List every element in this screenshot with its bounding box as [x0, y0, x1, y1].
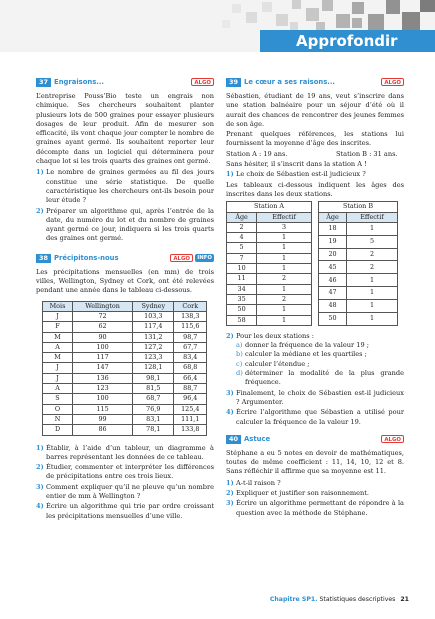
question-text: Le nombre de graines germées au fil des jours constitue une série statistique. De quelle caractéristique les chercheurs ont-ils besoin pour leur étude ?: [46, 168, 214, 205]
question-item: [36, 444, 214, 463]
table-row: [319, 287, 398, 300]
table-cell: 81,5: [133, 384, 174, 394]
table-cell: 78,1: [133, 425, 174, 435]
table-cell: 1: [257, 253, 312, 263]
table-cell: 127,2: [133, 342, 174, 352]
table-cell: 1: [347, 312, 398, 325]
table-cell: 128,1: [133, 363, 174, 373]
question-item: [36, 463, 214, 482]
question-item: [36, 168, 214, 205]
info-badge: INFO: [197, 254, 212, 261]
question-item: [226, 389, 404, 408]
exercise-38-text: Les précipitations mensuelles (en mm) de trois villes, Wellington, Sydney et Cork, ont été relevées pendant une année dans le tableau ci-dessous.: [36, 267, 214, 295]
station-a-body: [227, 222, 312, 325]
sub-question-text: calculer l’étendue ;: [245, 359, 310, 368]
table-cell: 68,7: [133, 394, 174, 404]
table-cell: 1: [257, 284, 312, 294]
table-cell: D: [43, 425, 73, 435]
table-cell: A: [43, 384, 73, 394]
table-cell: 66,4: [174, 373, 207, 383]
question-number: 2): [226, 331, 234, 340]
table-caption: Station B: [319, 202, 398, 212]
table-cell: 1: [347, 300, 398, 313]
question-item: [226, 332, 404, 341]
question-text: Écrire un algorithme permettant de répondre à la question avec la méthode de Stéphane.: [236, 499, 404, 517]
table-row: [43, 322, 207, 332]
table-cell: 117,4: [133, 322, 174, 332]
table-cell: 98,1: [133, 373, 174, 383]
table-row: [227, 284, 312, 294]
table-header-cell: Wellington: [73, 301, 133, 311]
question-number: 1): [36, 443, 44, 452]
sub-question-letter: a): [236, 341, 243, 350]
table-row: [319, 312, 398, 325]
page-number: 21: [400, 596, 409, 603]
table-cell: 46: [319, 274, 347, 287]
table-caption: Station A: [227, 202, 312, 212]
table-row: [227, 274, 312, 284]
exercise-39-text: Sans hésiter, il s’inscrit dans la station A !: [226, 160, 367, 169]
exercise-39-heading: [226, 78, 404, 89]
question-number: 3): [226, 499, 234, 508]
table-header-cell: Cork: [174, 301, 207, 311]
table-row: [319, 222, 398, 235]
table-cell: 72: [73, 311, 133, 321]
table-header-cell: Sydney: [133, 301, 174, 311]
table-header-cell: Âge: [319, 212, 347, 222]
table-cell: 103,3: [133, 311, 174, 321]
section-title: Approfondir: [260, 30, 435, 52]
question-text: Écrire un algorithme qui trie par ordre croissant les précipitations mensuelles d’une ville.: [46, 502, 214, 520]
exercise-38-heading: [36, 254, 214, 265]
table-cell: 83,4: [174, 353, 207, 363]
table-row: [319, 300, 398, 313]
station-a-average: Station A : 19 ans.: [226, 149, 288, 158]
table-cell: J: [43, 311, 73, 321]
table-cell: 35: [227, 294, 257, 304]
table-cell: 133,8: [174, 425, 207, 435]
table-cell: 2: [257, 274, 312, 284]
table-row: [319, 235, 398, 248]
precipitation-table-body: [43, 311, 207, 435]
question-number: 1): [226, 170, 234, 179]
table-cell: 47: [319, 287, 347, 300]
exercise-number: 40: [226, 435, 241, 444]
table-row: [227, 222, 312, 232]
question-item: [226, 408, 404, 427]
table-cell: 1: [257, 243, 312, 253]
table-row: [227, 305, 312, 315]
table-row: [319, 261, 398, 274]
station-tables: [226, 201, 404, 326]
table-cell: 45: [319, 261, 347, 274]
right-column: [226, 78, 404, 518]
table-cell: 1: [347, 222, 398, 235]
table-cell: 125,4: [174, 404, 207, 414]
table-row: [43, 414, 207, 424]
exercise-39-text: Les tableaux ci-dessous indiquent les âges des inscrites dans les deux stations.: [226, 180, 404, 198]
table-cell: 2: [347, 248, 398, 261]
question-text: Finalement, le choix de Sébastien est-il judicieux ? Argumenter.: [236, 388, 404, 406]
question-number: 3): [36, 482, 44, 491]
sub-question-letter: d): [236, 369, 243, 378]
table-row: [43, 342, 207, 352]
table-cell: M: [43, 332, 73, 342]
table-row: [319, 274, 398, 287]
table-row: [227, 294, 312, 304]
question-item: [226, 489, 404, 498]
table-cell: 20: [319, 248, 347, 261]
question-item: [226, 499, 404, 518]
table-row: [43, 384, 207, 394]
table-header-cell: Effectif: [347, 212, 398, 222]
table-cell: 5: [347, 235, 398, 248]
table-header-cell: Effectif: [257, 212, 312, 222]
page-footer: [270, 596, 409, 603]
table-cell: 147: [73, 363, 133, 373]
table-cell: 4: [227, 233, 257, 243]
table-cell: 2: [227, 222, 257, 232]
table-row: [227, 264, 312, 274]
station-averages: [226, 150, 404, 159]
question-number: 4): [36, 502, 44, 511]
table-cell: 1: [257, 233, 312, 243]
question-text: Préparer un algorithme qui, après l’entrée de la date, du numéro du lot et du nombre de graines ayant germé ce jour, indiquera si les trois quarts des graines ont germé.: [46, 206, 214, 243]
exercise-title: Le cœur a ses raisons...: [244, 78, 336, 86]
table-cell: 19: [319, 235, 347, 248]
table-cell: M: [43, 353, 73, 363]
table-cell: 58: [227, 315, 257, 325]
table-header-cell: Âge: [227, 212, 257, 222]
exercise-39-text: Prenant quelques références, les stations lui fournissent la moyenne d’âge des inscrites.: [226, 130, 404, 148]
table-row: [43, 353, 207, 363]
chapter-label: Chapitre SP1.: [269, 596, 318, 603]
table-cell: 115,6: [174, 322, 207, 332]
table-cell: 88,7: [174, 384, 207, 394]
sub-question: [236, 360, 404, 369]
table-row: [227, 243, 312, 253]
question-number: 2): [226, 488, 234, 497]
table-cell: 100: [73, 342, 133, 352]
exercise-39-text: Sébastien, étudiant de 19 ans, veut s’inscrire dans une station balnéaire pour un séjour d’été où il aurait des chances de rencontrer des jeunes femmes de son âge.: [226, 92, 404, 128]
table-cell: F: [43, 322, 73, 332]
algo-badge: ALGO: [381, 78, 404, 86]
table-row: [43, 425, 207, 435]
table-cell: 68,8: [174, 363, 207, 373]
table-cell: 3: [257, 222, 312, 232]
table-row: [227, 253, 312, 263]
algo-badge: ALGO: [191, 78, 214, 86]
station-b-body: [319, 222, 398, 325]
table-cell: 11: [227, 274, 257, 284]
question-item: [226, 479, 404, 488]
question-item: [36, 207, 214, 244]
exercise-40-text: Stéphane a eu 5 notes en devoir de mathématiques, toutes de même coefficient : 11, 14, 10, 12 et 8. Sans réfléchir il affirme que sa moyenne est 11.: [226, 448, 404, 476]
table-row: [43, 363, 207, 373]
table-cell: 67,7: [174, 342, 207, 352]
question-item: [36, 483, 214, 502]
table-row: [43, 332, 207, 342]
sub-question: [236, 350, 404, 359]
exercise-number: 39: [226, 78, 241, 87]
question-number: 1): [36, 168, 44, 177]
table-cell: 10: [227, 264, 257, 274]
table-cell: 7: [227, 253, 257, 263]
table-cell: J: [43, 373, 73, 383]
table-cell: 138,3: [174, 311, 207, 321]
table-header-cell: Mois: [43, 301, 73, 311]
table-cell: 90: [73, 332, 133, 342]
algo-badge: ALGO: [170, 254, 193, 262]
table-cell: 50: [319, 312, 347, 325]
table-cell: 83,1: [133, 414, 174, 424]
question-text: A-t-il raison ?: [236, 478, 281, 487]
table-cell: 1: [257, 264, 312, 274]
question-number: 1): [226, 478, 234, 487]
exercise-37-heading: [36, 78, 214, 89]
sub-question: [236, 369, 404, 388]
table-cell: 1: [257, 315, 312, 325]
table-cell: 50: [227, 305, 257, 315]
sub-question-letter: c): [236, 359, 243, 368]
table-cell: 1: [347, 287, 398, 300]
table-row: [43, 373, 207, 383]
chapter-title: Statistiques descriptives: [319, 596, 396, 603]
table-row: [227, 315, 312, 325]
question-number: 2): [36, 206, 44, 215]
question-text: Le choix de Sébastien est-il judicieux ?: [236, 170, 366, 179]
exercise-number: 38: [36, 254, 51, 263]
sub-question: [236, 341, 404, 350]
table-cell: 2: [257, 294, 312, 304]
exercise-40-heading: [226, 435, 404, 446]
table-header-row: [43, 301, 207, 311]
table-cell: 5: [227, 243, 257, 253]
table-cell: 115: [73, 404, 133, 414]
table-cell: 98,7: [174, 332, 207, 342]
exercise-title: Précipitons-nous: [54, 253, 119, 262]
station-b-average: Station B : 31 ans.: [336, 149, 398, 158]
table-cell: 99: [73, 414, 133, 424]
algo-badge: ALGO: [381, 435, 404, 443]
question-text: Pour les deux stations :: [236, 331, 314, 340]
station-a-table: [226, 201, 312, 326]
left-column: [36, 78, 214, 521]
table-cell: S: [43, 394, 73, 404]
question-text: Comment expliquer qu’il ne pleuve qu’un nombre entier de mm à Wellington ?: [46, 482, 214, 500]
question-text: Étudier, commenter et interpréter les différences de précipitations entre ces trois lieux.: [46, 463, 214, 481]
question-number: 3): [226, 388, 234, 397]
sub-question-text: calculer la médiane et les quartiles ;: [245, 350, 367, 359]
question-item: [226, 170, 404, 179]
question-number: 4): [226, 408, 234, 417]
table-cell: 131,2: [133, 332, 174, 342]
sub-question-letter: b): [236, 350, 243, 359]
station-b-table: [318, 201, 398, 326]
exercise-title: Engraisons...: [54, 78, 105, 86]
table-cell: 48: [319, 300, 347, 313]
table-cell: 1: [347, 274, 398, 287]
table-cell: 96,4: [174, 394, 207, 404]
table-cell: 123: [73, 384, 133, 394]
table-cell: 111,1: [174, 414, 207, 424]
table-cell: 18: [319, 222, 347, 235]
table-cell: 2: [347, 261, 398, 274]
table-row: [43, 311, 207, 321]
exercise-37-text: L’entreprise Pouss’Bio teste un engrais non chimique. Ses chercheurs souhaitent planter plusieurs lots de 500 graines pour essayer plusieurs dosages de leur produit. Afin de mesurer son efficacité, ils vont chaque jour compter le nombre de graines ayant germé. Ils souhaitent reporter leur décompte dans un logiciel qui déterminera pour chaque lot si les trois quarts des graines ont germé.: [36, 92, 214, 166]
table-cell: 123,3: [133, 353, 174, 363]
table-row: [319, 248, 398, 261]
question-number: 2): [36, 463, 44, 472]
table-cell: O: [43, 404, 73, 414]
table-row: [43, 394, 207, 404]
table-cell: 76,9: [133, 404, 174, 414]
table-row: [43, 404, 207, 414]
question-text: Expliquer et justifier son raisonnement.: [236, 488, 370, 497]
table-cell: J: [43, 363, 73, 373]
sub-question-text: donner la fréquence de la valeur 19 ;: [245, 341, 369, 350]
question-text: Écrire l’algorithme que Sébastien a utilisé pour calculer la fréquence de la valeur 19.: [236, 408, 404, 426]
exercise-number: 37: [36, 78, 51, 87]
exercise-title: Astuce: [244, 434, 271, 443]
table-row: [227, 233, 312, 243]
table-cell: A: [43, 342, 73, 352]
precipitation-table: [42, 301, 207, 436]
table-cell: 34: [227, 284, 257, 294]
table-cell: N: [43, 414, 73, 424]
table-cell: 62: [73, 322, 133, 332]
question-item: [36, 502, 214, 521]
table-cell: 86: [73, 425, 133, 435]
table-cell: 1: [257, 305, 312, 315]
sub-question-text: déterminer la modalité de la plus grande fréquence.: [245, 369, 404, 387]
question-text: Établir, à l’aide d’un tableur, un diagramme à barres représentant les données de ce tableau.: [46, 443, 214, 461]
table-cell: 100: [73, 394, 133, 404]
table-cell: 136: [73, 373, 133, 383]
table-cell: 117: [73, 353, 133, 363]
